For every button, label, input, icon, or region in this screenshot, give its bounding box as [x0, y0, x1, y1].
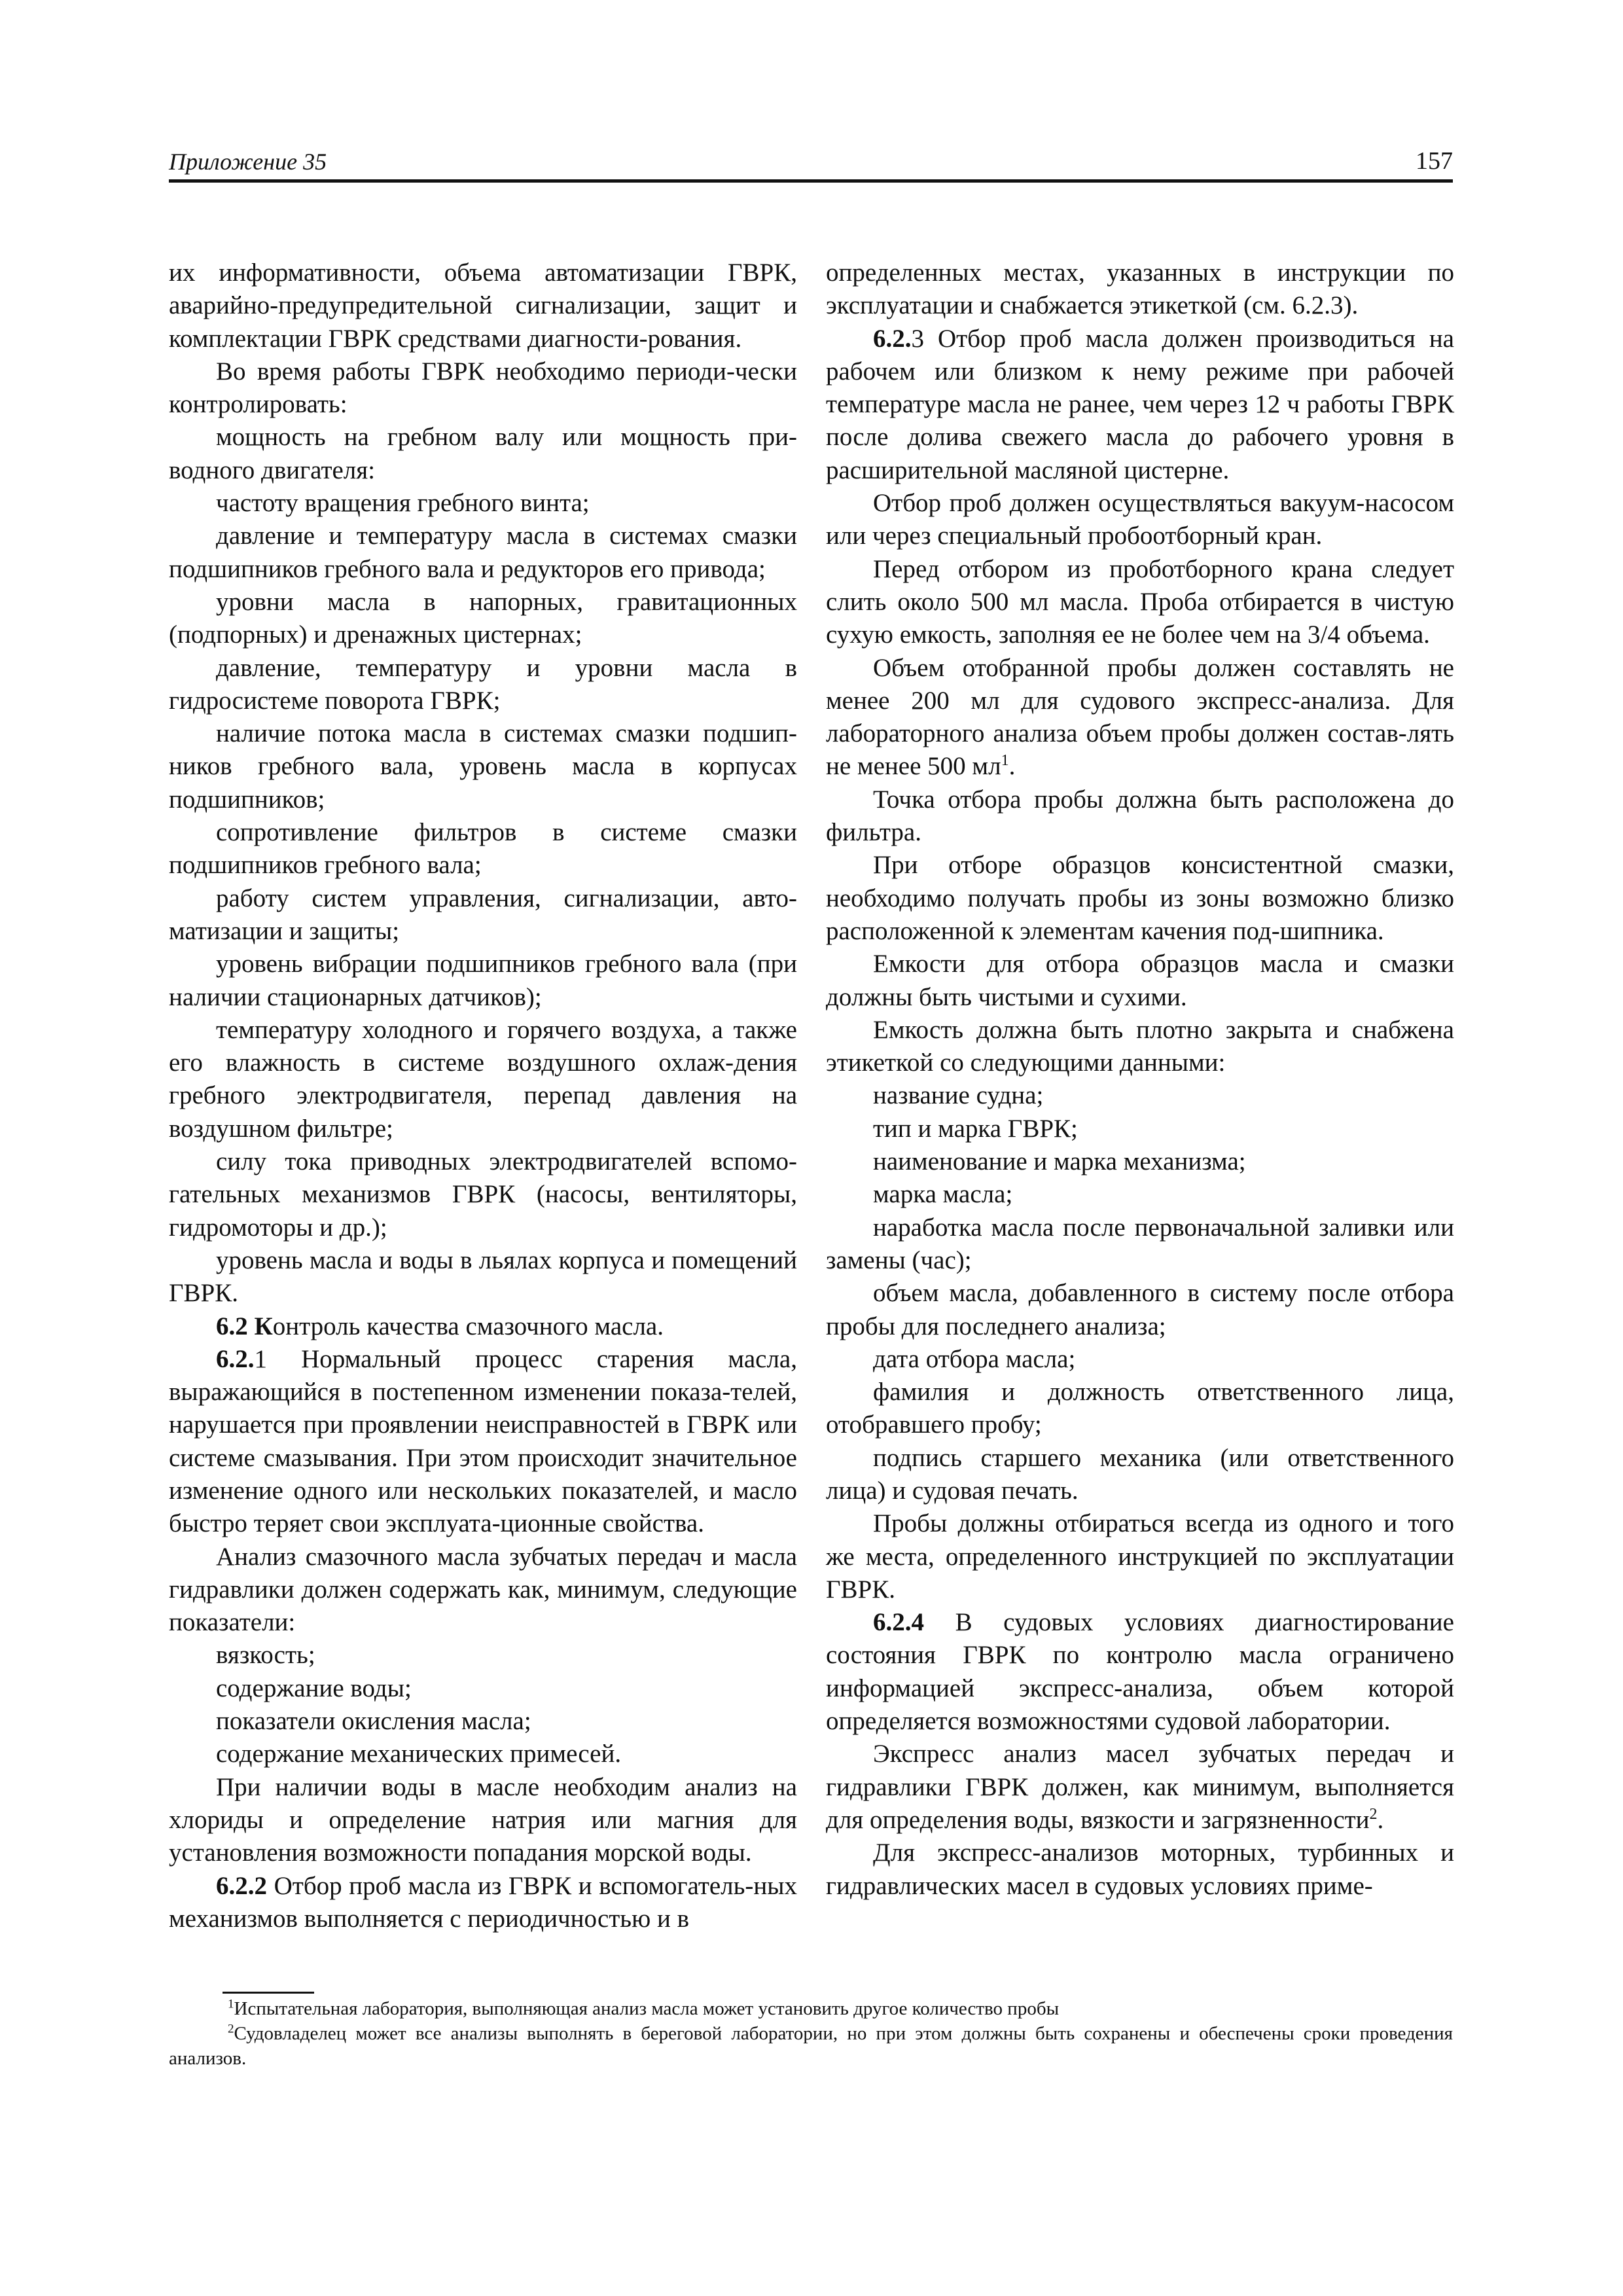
- paragraph: [169, 421, 797, 487]
- paragraph: [826, 783, 1454, 850]
- paragraph-text: уровень вибрации подшипников гребного вала (при наличии стационарных датчиков);: [169, 950, 797, 1011]
- paragraph: [169, 1705, 797, 1738]
- paragraph: [826, 1507, 1454, 1606]
- footnote: [169, 2021, 1453, 2071]
- paragraph: [169, 1541, 797, 1640]
- paragraph-text: название судна;: [873, 1081, 1044, 1110]
- paragraph-text: силу тока приводных электродвигателей вспомо-гательных механизмов ГВРК (насосы, вентиляторы, гидромоторы и др.);: [169, 1147, 797, 1242]
- footnote: [169, 1996, 1453, 2021]
- footnote-reference: 1: [1001, 752, 1009, 770]
- paragraph: [169, 652, 797, 718]
- paragraph: [169, 1870, 797, 1936]
- paragraph-text: онтроль качества смазочного масла.: [272, 1312, 664, 1340]
- paragraph-text: Отбор проб масла из ГВРК и вспомогатель-ных механизмов выполняется с периодичностью и в: [169, 1871, 797, 1933]
- paragraph-text: дата отбора масла;: [873, 1344, 1076, 1373]
- paragraph: [169, 1672, 797, 1705]
- paragraph-text: частоту вращения гребного винта;: [216, 489, 590, 518]
- paragraph: [826, 257, 1454, 323]
- paragraph-text: При отборе образцов консистентной смазки, необходимо получать пробы из зоны возможно близко расположенной к элементам качения под-шипника.: [826, 851, 1454, 945]
- paragraph: [169, 520, 797, 586]
- paragraph: [169, 1639, 797, 1672]
- paragraph: [169, 882, 797, 948]
- paragraph-text: подпись старшего механика (или ответственного лица) и судовая печать.: [826, 1443, 1454, 1505]
- footnote-text: Судовладелец может все анализы выполнять в береговой лаборатории, но при этом должны быть сохранены и обеспечены сроки проведения анализов.: [169, 2023, 1453, 2069]
- paragraph-text: марка масла;: [873, 1180, 1013, 1209]
- left-text-column: [169, 257, 797, 1935]
- paragraph-text: определенных местах, указанных в инструкции по эксплуатации и снабжается этикеткой (см. 6.2.3).: [826, 259, 1454, 320]
- paragraph-text: наличие потока масла в системах смазки подшип-ников гребного вала, уровень масла в корпусах подшипников;: [169, 719, 797, 814]
- paragraph-text: содержание воды;: [216, 1674, 412, 1702]
- paragraph-text: уровень масла и воды в льялах корпуса и помещений ГВРК.: [169, 1246, 797, 1308]
- paragraph-text: 1 Нормальный процесс старения масла, выражающийся в постепенном изменении показа-телей, нарушается при проявлении неисправностей в ГВРК или системе смазывания. При этом происходит значительное изменение одного или нескольких показателей, и масло быстро теряет свои эксплуата-ционные свойства.: [169, 1344, 797, 1538]
- paragraph-text: Емкости для отбора образцов масла и смазки должны быть чистыми и сухими.: [826, 950, 1454, 1011]
- running-header: [169, 145, 1453, 183]
- paragraph: [826, 652, 1454, 783]
- paragraph: [169, 1244, 797, 1310]
- paragraph: [826, 1837, 1454, 1903]
- paragraph: [826, 553, 1454, 652]
- paragraph-text: Точка отбора пробы должна быть расположена до фильтра.: [826, 785, 1454, 847]
- header-title: Приложение 35: [169, 149, 327, 175]
- paragraph: [826, 1277, 1454, 1343]
- paragraph-text: Пробы должны отбираться всегда из одного и того же места, определенного инструкцией по эксплуатации ГВРК.: [826, 1509, 1454, 1604]
- paragraph-text: мощность на гребном валу или мощность при-водного двигателя:: [169, 423, 797, 484]
- paragraph-text: 3 Отбор проб масла должен производиться на рабочем или близком к нему режиме при рабочей температуре масла не ранее, чем через 12 ч работы ГВРК после долива свежего масла до рабочего уровня в расширительной масляной цистерне.: [826, 324, 1454, 484]
- paragraph-text: наименование и марка механизма;: [873, 1147, 1246, 1176]
- paragraph: [826, 487, 1454, 553]
- paragraph-text: показатели окисления масла;: [216, 1707, 531, 1736]
- paragraph: [826, 1079, 1454, 1112]
- footnote-mark: 1: [228, 1997, 234, 2011]
- paragraph-text: Анализ смазочного масла зубчатых передач и масла гидравлики должен содержать как, минимум, следующие показатели:: [169, 1542, 797, 1637]
- paragraph-text: объем масла, добавленного в систему после отбора пробы для последнего анализа;: [826, 1279, 1454, 1340]
- footnote-mark: 2: [228, 2022, 234, 2036]
- paragraph: [169, 948, 797, 1014]
- section-number: 6.2.: [873, 324, 912, 353]
- paragraph-text: Перед отбором из проботборного крана следует слить около 500 мл масла. Проба отбирается в чистую сухую емкость, заполняя ее не более чем на 3/4 объема.: [826, 554, 1454, 649]
- paragraph-text: давление, температуру и уровни масла в гидросистеме поворота ГВРК;: [169, 653, 797, 715]
- paragraph: [826, 849, 1454, 948]
- paragraph: [169, 355, 797, 422]
- paragraph-text: Экспресс анализ масел зубчатых передач и гидравлики ГВРК должен, как минимум, выполняется для определения воды, вязкости и загрязненности: [826, 1740, 1454, 1834]
- paragraph-text: тип и марка ГВРК;: [873, 1114, 1078, 1143]
- paragraph-text: уровни масла в напорных, гравитационных (подпорных) и дренажных цистернах;: [169, 587, 797, 649]
- paragraph-text: температуру холодного и горячего воздуха, а также его влажность в системе воздушного охлаж-дения гребного электродвигателя, перепад давления на воздушном фильтре;: [169, 1015, 797, 1143]
- footnote-reference: 2: [1369, 1805, 1378, 1823]
- paragraph: [169, 1014, 797, 1145]
- paragraph-text: их информативности, объема автоматизации ГВРК, аварийно-предупредительной сигнализации, защит и комплектации ГВРК средствами диагности-рования.: [169, 259, 797, 353]
- paragraph: [826, 948, 1454, 1014]
- section-number: 6.2.2: [216, 1871, 267, 1900]
- paragraph-text: Объем отобранной пробы должен составлять не менее 200 мл для судового экспресс-анализа. Для лабораторного анализа объем пробы должен состав-лять не менее 500 мл: [826, 653, 1454, 781]
- paragraph: [826, 1178, 1454, 1211]
- paragraph: [169, 816, 797, 882]
- paragraph: [169, 257, 797, 355]
- footnotes: [169, 1996, 1453, 2071]
- right-text-column: [826, 257, 1454, 1903]
- paragraph: [826, 1014, 1454, 1080]
- paragraph-text: Во время работы ГВРК необходимо периоди-чески контролировать:: [169, 357, 797, 419]
- paragraph-text: Для экспресс-анализов моторных, турбинных и гидравлических масел в судовых условиях приме-: [826, 1839, 1454, 1900]
- section-number: 6.2 К: [216, 1312, 273, 1340]
- paragraph-text: Отбор проб должен осуществляться вакуум-насосом или через специальный пробоотборный кран.: [826, 489, 1454, 550]
- paragraph: [826, 1113, 1454, 1145]
- paragraph: [169, 487, 797, 520]
- paragraph: [826, 1442, 1454, 1508]
- paragraph: [169, 586, 797, 652]
- paragraph: [826, 1343, 1454, 1376]
- paragraph-text: При наличии воды в масле необходим анализ на хлориды и определение натрия или магния для установления возможности попадания морской воды.: [169, 1772, 797, 1867]
- paragraph: [826, 1376, 1454, 1442]
- page-number: 157: [1416, 147, 1453, 175]
- paragraph: [826, 1606, 1454, 1738]
- paragraph: [169, 1343, 797, 1541]
- paragraph: [826, 1211, 1454, 1278]
- paragraph: [169, 1771, 797, 1870]
- paragraph-text: фамилия и должность ответственного лица, отобравшего пробу;: [826, 1378, 1454, 1439]
- paragraph: [169, 717, 797, 816]
- paragraph-text-end: .: [1008, 752, 1016, 781]
- paragraph-text: вязкость;: [216, 1641, 315, 1670]
- paragraph: [826, 1145, 1454, 1178]
- footnote-text: Испытательная лаборатория, выполняющая анализ масла может установить другое количество пробы: [234, 1998, 1060, 2019]
- paragraph-text: давление и температуру масла в системах смазки подшипников гребного вала и редукторов его привода;: [169, 522, 797, 583]
- paragraph: [169, 1145, 797, 1244]
- paragraph: [169, 1310, 797, 1343]
- paragraph: [826, 323, 1454, 487]
- paragraph-text: работу систем управления, сигнализации, авто-матизации и защиты;: [169, 884, 797, 945]
- paragraph: [169, 1738, 797, 1770]
- paragraph-text: наработка масла после первоначальной заливки или замены (час);: [826, 1213, 1454, 1274]
- footnote-separator: [223, 1992, 314, 1994]
- paragraph-text: Емкость должна быть плотно закрыта и снабжена этикеткой со следующими данными:: [826, 1015, 1454, 1077]
- paragraph-text-end: .: [1377, 1805, 1384, 1834]
- paragraph-text: В судовых условиях диагностирование состояния ГВРК по контролю масла ограничено информацией экспресс-анализа, объем которой определяется возможностями судовой лаборатории.: [826, 1608, 1454, 1736]
- section-number: 6.2.: [216, 1344, 255, 1373]
- section-number: 6.2.4: [873, 1608, 924, 1637]
- paragraph-text: содержание механических примесей.: [216, 1740, 622, 1768]
- paragraph: [826, 1738, 1454, 1837]
- paragraph-text: сопротивление фильтров в системе смазки подшипников гребного вала;: [169, 818, 797, 880]
